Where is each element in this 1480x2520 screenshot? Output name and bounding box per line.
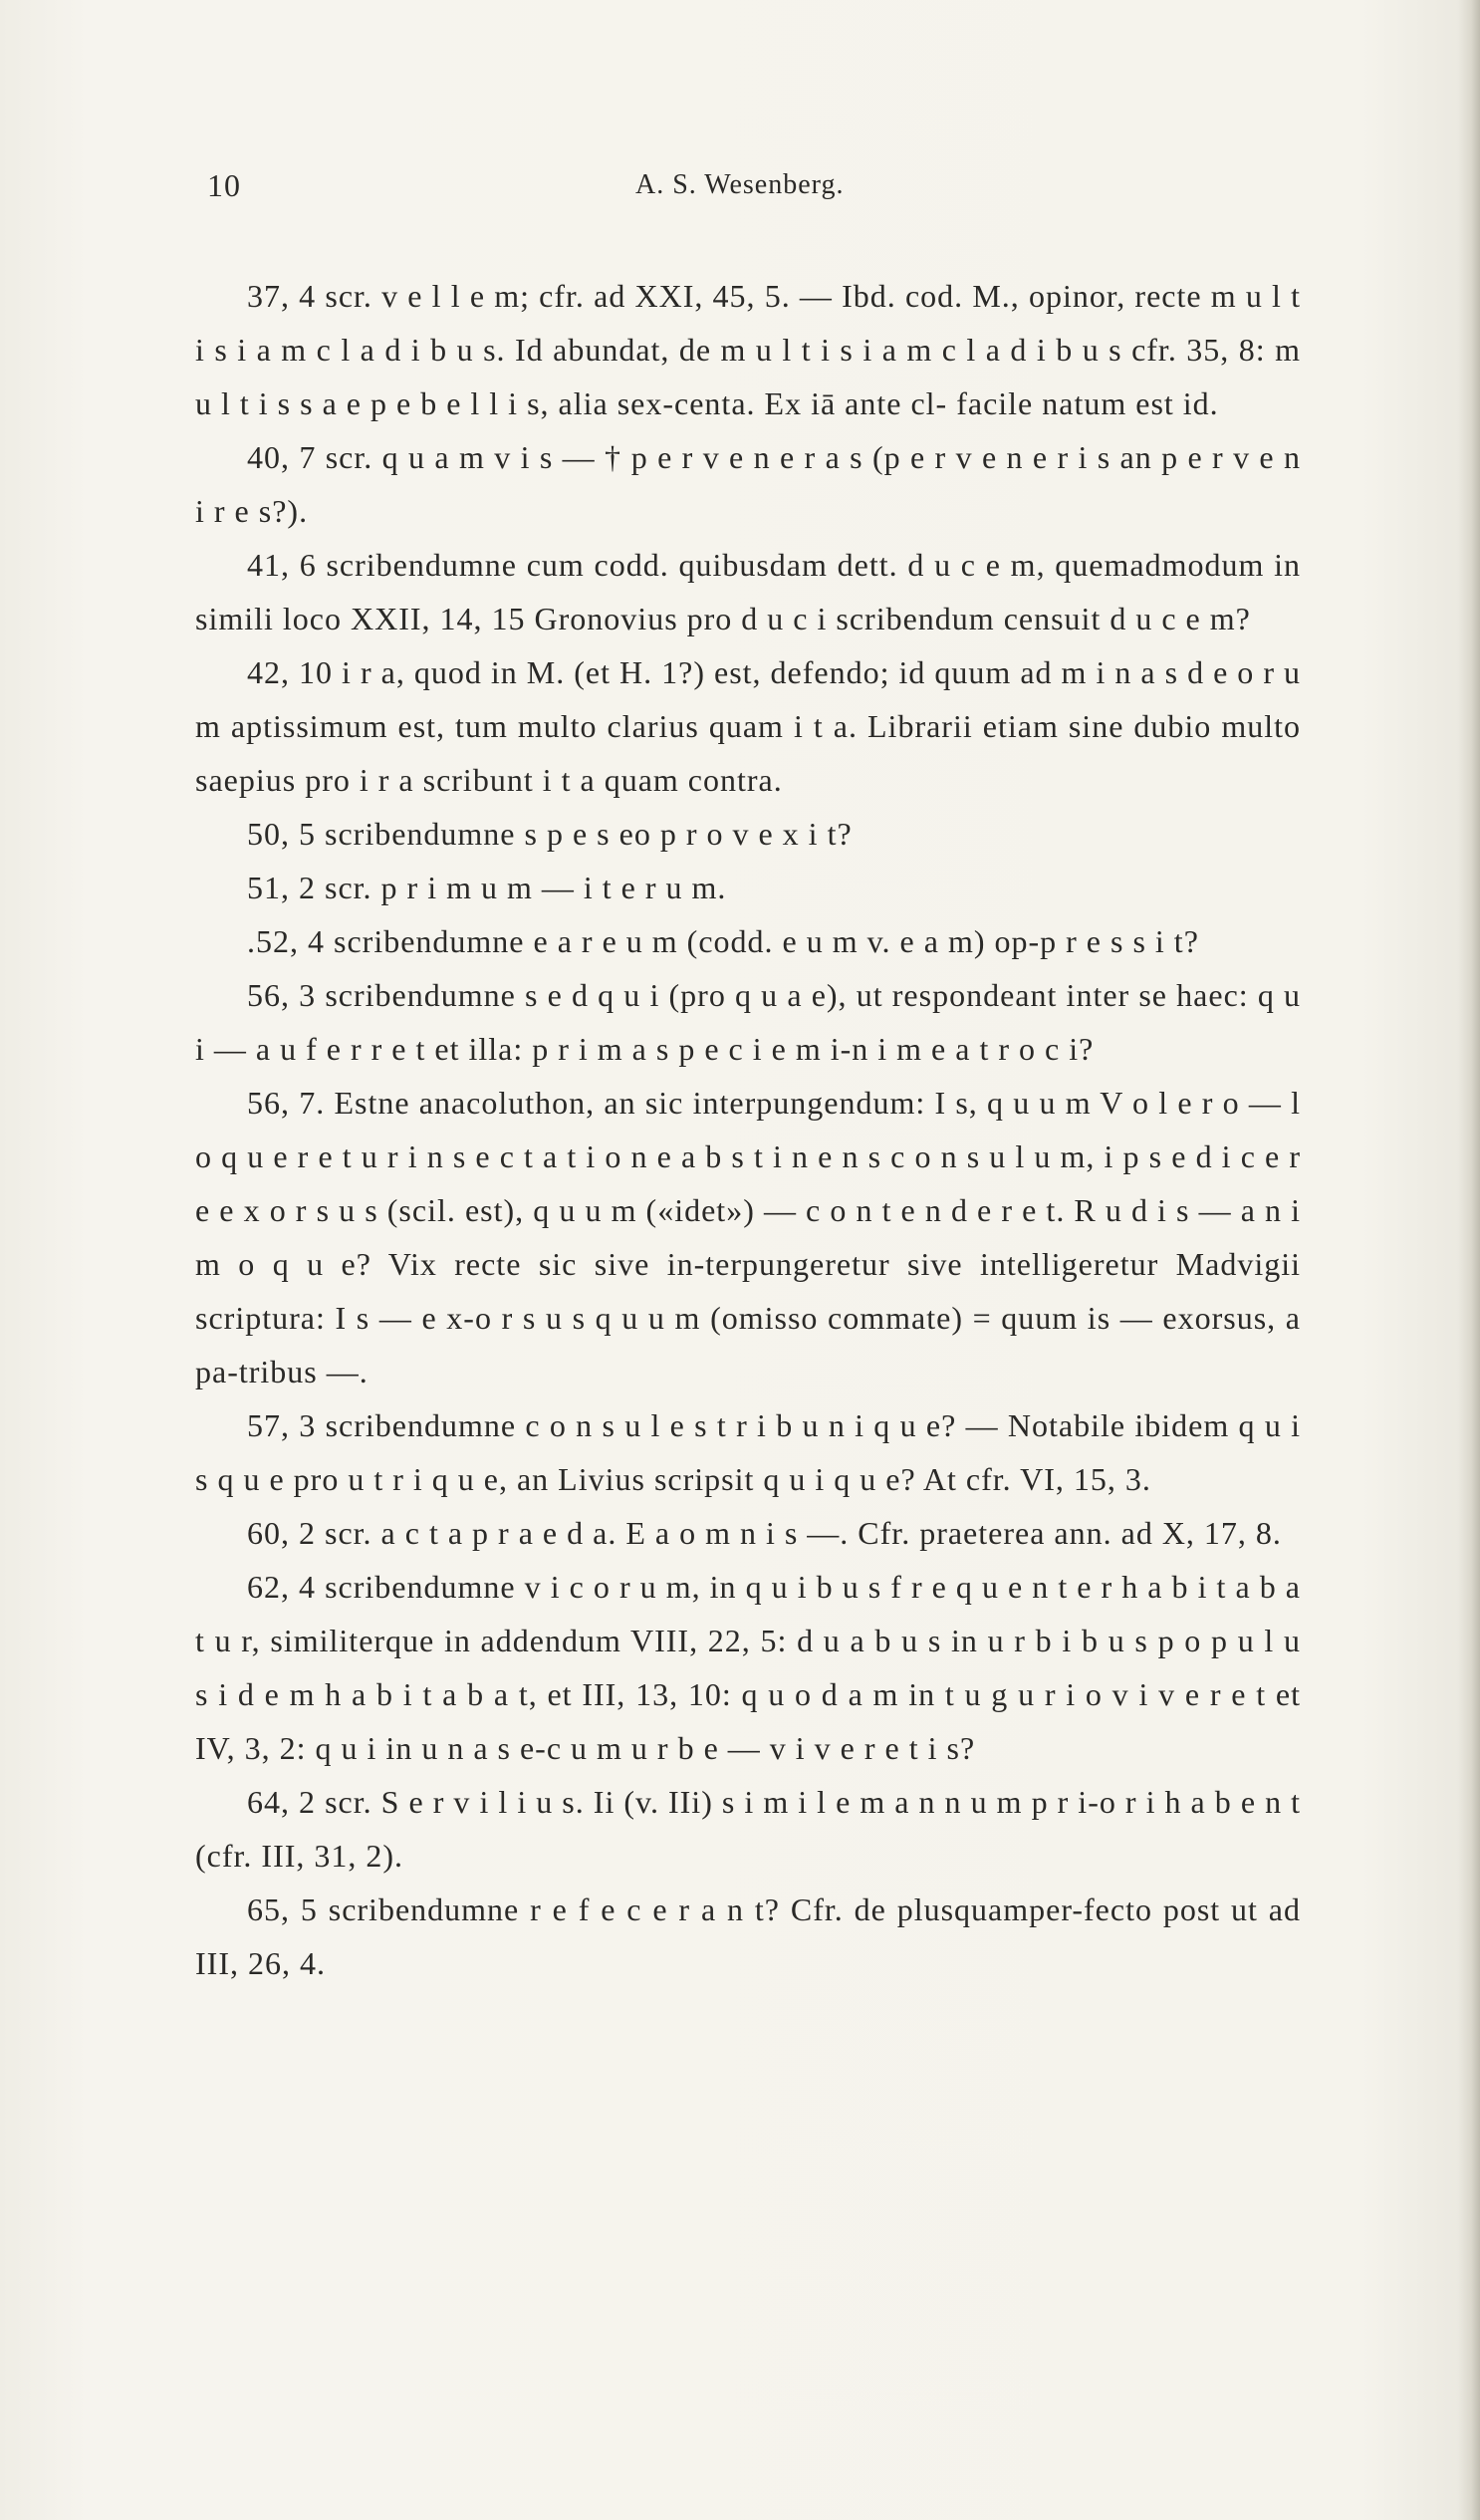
note-51-2: 51, 2 scr. p r i m u m — i t e r u m. (247, 870, 727, 905)
note-40-7: 40, 7 scr. q u a m v i s — † p e r v e n e r a s (p e r v e n e r i s an p e r v e n i r e s?). (195, 439, 1301, 529)
note-60-2: 60, 2 scr. a c t a p r a e d a. E a o m n i s —. Cfr. praeterea ann. ad X, 17, 8. (247, 1515, 1282, 1551)
page-header (207, 167, 1203, 211)
page-number: 10 (207, 167, 241, 203)
note-57-3: 57, 3 scribendumne c o n s u l e s t r i b u n i q u e? — Notabile ibidem q u i s q u e pro u t r i q u e, an Livius scripsit q u i q u e? At cfr. VI, 15, 3. (195, 1407, 1301, 1497)
notes-body (195, 269, 1301, 1990)
running-head: A. S. Wesenberg. (635, 169, 845, 200)
note-50-5: 50, 5 scribendumne s p e s eo p r o v e x i t? (247, 816, 853, 852)
note-62-4: 62, 4 scribendumne v i c o r u m, in q u i b u s f r e q u e n t e r h a b i t a b a t u r, similiterque in addendum VIII, 22, 5: d u a b u s in u r b i b u s p o p u l u s i d e m h a b i t a b a t, et III, 13, 10: q u o d a m in t u g u r i o v i v e r e t et IV, 3, 2: q u i in u n a s e-c u m u r b e — v i v e r e t i s? (195, 1569, 1301, 1766)
note-64-2: 64, 2 scr. S e r v i l i u s. Ii (v. IIi) s i m i l e m a n n u m p r i-o r i h a b e n t (cfr. III, 31, 2). (195, 1784, 1301, 1874)
note-56-7: 56, 7. Estne anacoluthon, an sic interpungendum: I s, q u u m V o l e r o — l o q u e r e t u r i n s e c t a t i o n e a b s t i n e n s c o n s u l u m, i p s e d i c e r e e x o r s u s (scil. est), q u u m («idet») — c o n t e n d e r e t. R u d i s — a n i m o q u e? Vix recte sic sive in-terpungeretur sive intelligeretur Madvigii scriptura: I s — e x-o r s u s q u u m (omisso commate) = quum is — exorsus, a pa-tribus —. (195, 1085, 1301, 1389)
note-52-4: .52, 4 scribendumne e a r e u m (codd. e u m v. e a m) op-p r e s s i t? (247, 923, 1199, 959)
page-edge-shadow (1458, 0, 1480, 2520)
note-42-10: 42, 10 i r a, quod in M. (et H. 1?) est, defendo; id quum ad m i n a s d e o r u m aptissimum est, tum multo clarius quam i t a. Librarii etiam sine dubio multo saepius pro i r a scribunt i t a quam contra. (195, 654, 1301, 798)
note-41-6: 41, 6 scribendumne cum codd. quibusdam dett. d u c e m, quemadmodum in simili loco XXII, 14, 15 Gronovius pro d u c i scribendum censuit d u c e m? (195, 547, 1301, 636)
note-65-5: 65, 5 scribendumne r e f e c e r a n t? Cfr. de plusquamper-fecto post ut ad III, 26, 4. (195, 1891, 1301, 1981)
note-56-3: 56, 3 scribendumne s e d q u i (pro q u a e), ut respondeant inter se haec: q u i — a u f e r r e t et illa: p r i m a s p e c i e m i-n i m e a t r o c i? (195, 977, 1301, 1067)
note-37-4: 37, 4 scr. v e l l e m; cfr. ad XXI, 45, 5. — Ibd. cod. M., opinor, recte m u l t i s i a m c l a d i b u s. Id abundat, de m u l t i s i a m c l a d i b u s cfr. 35, 8: m u l t i s s a e p e b e l l i s, alia sex-centa. Ex iā ante cl- facile natum est id. (195, 278, 1301, 421)
